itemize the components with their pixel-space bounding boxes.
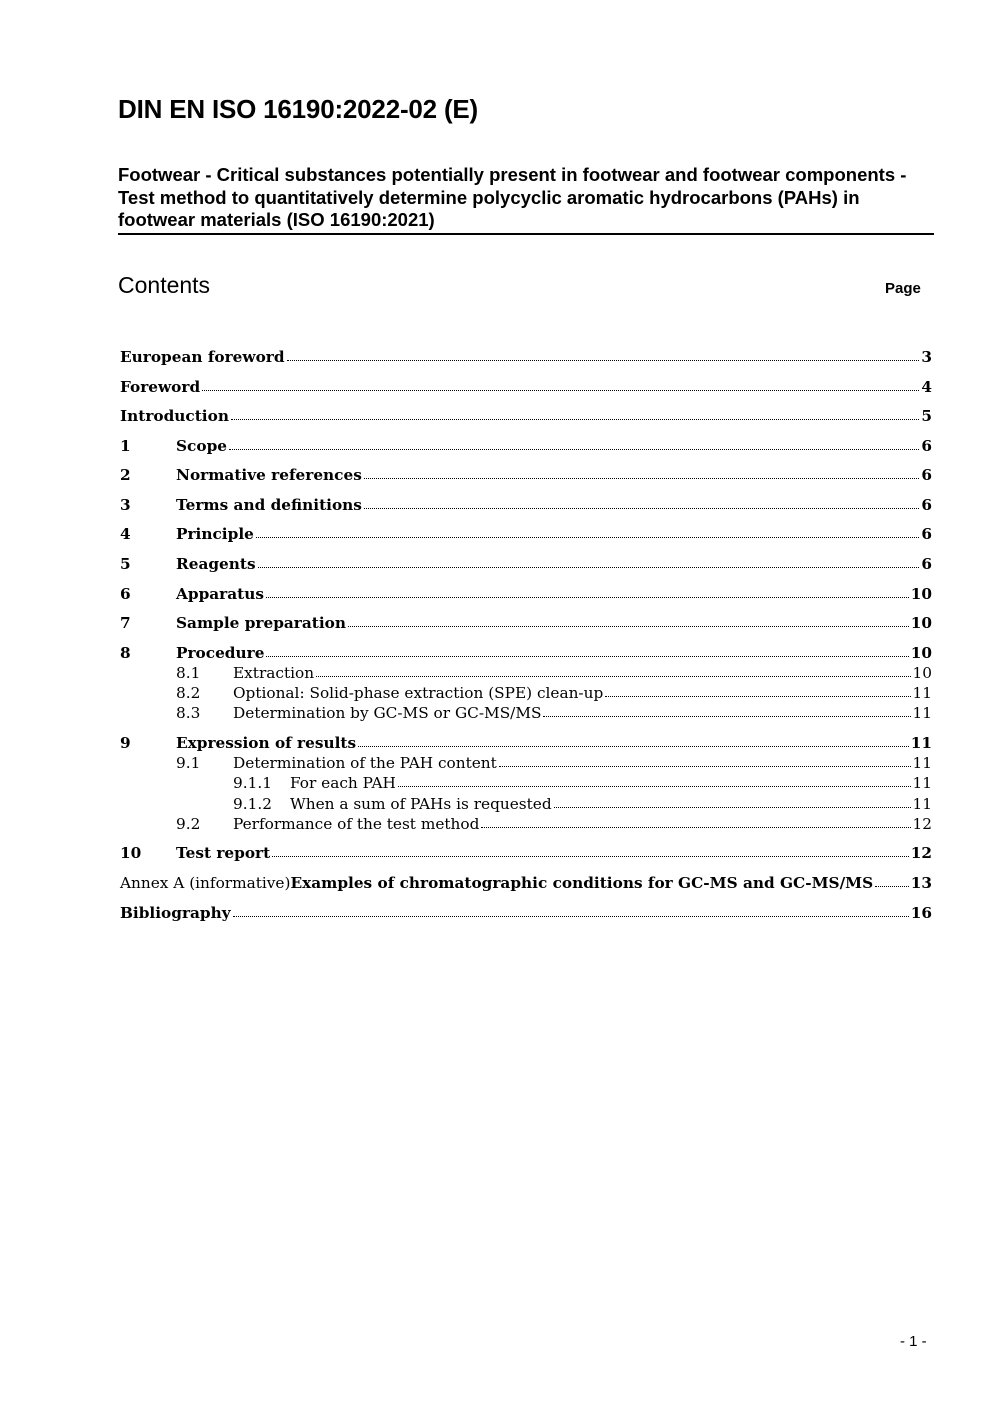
- toc-entry-introduction[interactable]: Introduction 5: [120, 407, 932, 425]
- page-column-label: Page: [885, 280, 921, 297]
- toc-entry-test-report[interactable]: 10 Test report 12: [120, 844, 932, 862]
- toc-entry-normative-references[interactable]: 2 Normative references 6: [120, 466, 932, 484]
- toc-entry-procedure[interactable]: 8 Procedure 10: [120, 644, 932, 662]
- toc-entry-annex-a[interactable]: Annex A (informative) Examples of chromatographic conditions for GC-MS and GC-MS/MS 13: [120, 874, 932, 892]
- toc-entry-sample-preparation[interactable]: 7 Sample preparation 10: [120, 614, 932, 632]
- toc-entry-terms-and-definitions[interactable]: 3 Terms and definitions 6: [120, 496, 932, 514]
- toc-entry-spe-clean-up[interactable]: 8.2 Optional: Solid-phase extraction (SPE) clean-up 11: [176, 684, 932, 702]
- document-id: DIN EN ISO 16190:2022-02 (E): [118, 94, 479, 124]
- toc-entry-principle[interactable]: 4 Principle 6: [120, 525, 932, 543]
- toc-entry-european-foreword[interactable]: European foreword 3: [120, 348, 932, 366]
- toc-entry-for-each-pah[interactable]: 9.1.1 For each PAH 11: [233, 774, 932, 792]
- toc-entry-apparatus[interactable]: 6 Apparatus 10: [120, 585, 932, 603]
- toc-entry-bibliography[interactable]: Bibliography 16: [120, 904, 932, 922]
- toc-entry-expression-of-results[interactable]: 9 Expression of results 11: [120, 734, 932, 752]
- page-number: - 1 -: [900, 1333, 927, 1350]
- toc-entry-extraction[interactable]: 8.1 Extraction 10: [176, 664, 932, 682]
- toc-entry-reagents[interactable]: 5 Reagents 6: [120, 555, 932, 573]
- toc-entry-scope[interactable]: 1 Scope 6: [120, 437, 932, 455]
- document-title: Footwear - Critical substances potentially present in footwear and footwear components - Test method to quantitatively determine polycyclic aromatic hydrocarbons (PAHs) in footwear materials (ISO 16190:2021): [118, 164, 934, 235]
- toc-entry-determination-pah-content[interactable]: 9.1 Determination of the PAH content 11: [176, 754, 932, 772]
- toc-entry-determination-gc-ms[interactable]: 8.3 Determination by GC-MS or GC-MS/MS 11: [176, 704, 932, 722]
- contents-heading: Contents: [118, 272, 211, 298]
- toc-entry-sum-of-pahs[interactable]: 9.1.2 When a sum of PAHs is requested 11: [233, 795, 932, 813]
- toc-entry-foreword[interactable]: Foreword 4: [120, 378, 932, 396]
- toc-entry-performance[interactable]: 9.2 Performance of the test method 12: [176, 815, 932, 833]
